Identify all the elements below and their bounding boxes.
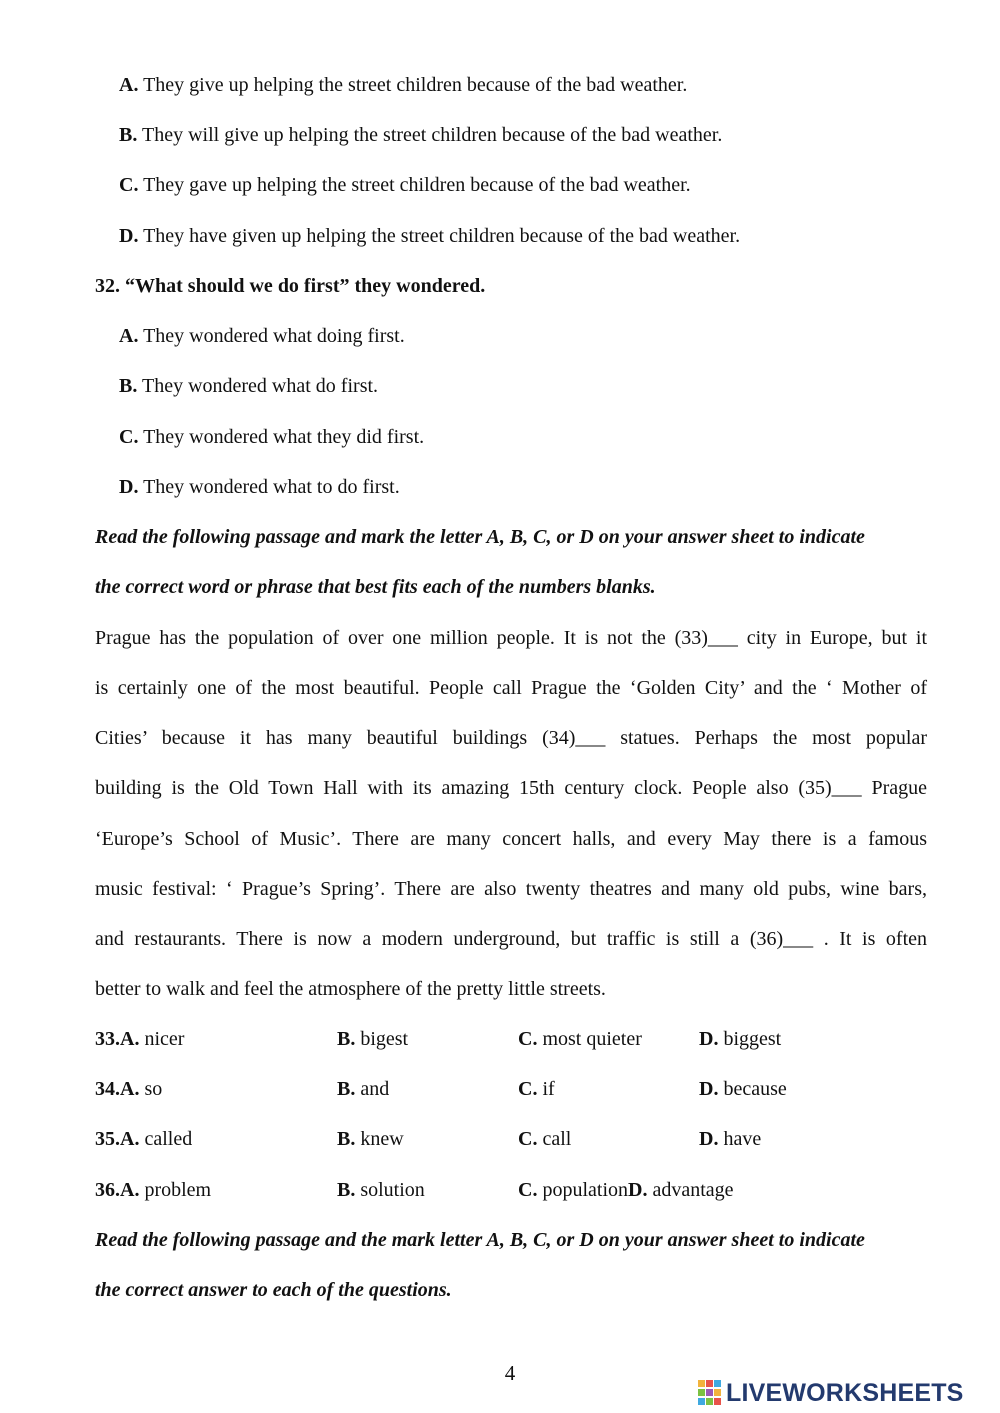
option-text: They have given up helping the street children because of the bad weather. [138, 225, 741, 247]
option-label: B. [337, 1128, 356, 1150]
q31-option-c[interactable] [119, 173, 691, 197]
option-text: so [139, 1078, 163, 1100]
option-label: C. [518, 1028, 538, 1050]
option-text: They gave up helping the street children because of the bad weather. [138, 174, 691, 196]
option-label: C. [518, 1078, 538, 1100]
passage-line: Prague has the population of over one million people. It is not the (33)___ city in Europe, but it [95, 627, 927, 649]
option-label: B. [119, 375, 138, 397]
instruction-line: Read the following passage and the mark letter A, B, C, or D on your answer sheet to indicate [95, 1229, 865, 1251]
option-text: population [537, 1179, 628, 1201]
option-b[interactable] [337, 1077, 389, 1101]
option-text: They give up helping the street children because of the bad weather. [138, 74, 688, 96]
option-text: problem [139, 1179, 212, 1201]
brand-name: LIVEWORKSHEETS [726, 1378, 964, 1407]
liveworksheets-logo-icon [698, 1380, 722, 1406]
passage-line: Cities’ because it has many beautiful buildings (34)___ statues. Perhaps the most popular [95, 727, 927, 749]
option-label: A. [120, 1028, 140, 1050]
option-c[interactable] [518, 1127, 571, 1151]
option-text: advantage [647, 1179, 734, 1201]
option-label: D. [699, 1078, 719, 1100]
option-text: have [718, 1128, 762, 1150]
q31-option-d[interactable] [119, 224, 740, 248]
option-label: D. [119, 476, 139, 498]
option-label: B. [337, 1028, 356, 1050]
option-label: A. [120, 1128, 140, 1150]
option-b[interactable] [337, 1027, 408, 1051]
option-label: C. [518, 1128, 538, 1150]
instruction-line: the correct word or phrase that best fits each of the numbers blanks. [95, 576, 656, 598]
option-label: A. [120, 1179, 140, 1201]
option-text: because [718, 1078, 787, 1100]
option-label: B. [337, 1078, 356, 1100]
option-label: B. [119, 124, 138, 146]
option-text: bigest [355, 1028, 409, 1050]
option-d[interactable] [699, 1077, 787, 1101]
option-text: They wondered what do first. [137, 375, 379, 397]
option-label: A. [120, 1078, 140, 1100]
passage-line: better to walk and feel the atmosphere of the pretty little streets. [95, 978, 606, 1000]
liveworksheets-brand[interactable] [698, 1378, 964, 1408]
option-text: They wondered what doing first. [138, 325, 405, 347]
option-text: if [537, 1078, 555, 1100]
passage-line: ‘Europe’s School of Music’. There are many concert halls, and every May there is a famous [95, 828, 927, 850]
option-text: called [139, 1128, 193, 1150]
option-text: solution [355, 1179, 425, 1201]
question-number: 33. [95, 1028, 120, 1050]
instruction-line: the correct answer to each of the questions. [95, 1279, 452, 1301]
option-a[interactable] [95, 1178, 211, 1202]
option-label: A. [119, 74, 139, 96]
option-c[interactable] [518, 1027, 642, 1051]
option-b[interactable] [337, 1178, 425, 1202]
option-text: They wondered what they did first. [138, 426, 425, 448]
option-d[interactable] [699, 1127, 761, 1151]
question-number: 34. [95, 1078, 120, 1100]
passage-line: music festival: ‘ Prague’s Spring’. There are also twenty theatres and many old pubs, wine bars, [95, 878, 927, 900]
option-label: D. [119, 225, 139, 247]
instruction-line: Read the following passage and mark the letter A, B, C, or D on your answer sheet to indicate [95, 526, 865, 548]
option-a[interactable] [95, 1077, 162, 1101]
option-label: D. [628, 1179, 648, 1201]
option-text: They wondered what to do first. [138, 476, 400, 498]
q32-option-a[interactable] [119, 324, 405, 348]
option-d[interactable] [699, 1027, 781, 1051]
q32-stem: 32. “What should we do first” they wondered. [95, 275, 486, 297]
option-text: They will give up helping the street children because of the bad weather. [137, 124, 723, 146]
passage-line: building is the Old Town Hall with its amazing 15th century clock. People also (35)___ Prague [95, 777, 927, 799]
option-label: D. [699, 1028, 719, 1050]
option-label: B. [337, 1179, 356, 1201]
option-c-d-combined[interactable] [518, 1178, 734, 1202]
option-label: C. [119, 174, 139, 196]
option-label: C. [518, 1179, 538, 1201]
q31-option-a[interactable] [119, 73, 687, 97]
option-text: call [537, 1128, 572, 1150]
option-text: nicer [139, 1028, 185, 1050]
option-label: C. [119, 426, 139, 448]
option-text: knew [355, 1128, 404, 1150]
option-a[interactable] [95, 1127, 192, 1151]
option-c[interactable] [518, 1077, 555, 1101]
option-text: most quieter [537, 1028, 642, 1050]
q32-option-b[interactable] [119, 374, 378, 398]
q31-option-b[interactable] [119, 123, 722, 147]
option-text: and [355, 1078, 390, 1100]
option-a[interactable] [95, 1027, 184, 1051]
q32-option-d[interactable] [119, 475, 400, 499]
option-label: D. [699, 1128, 719, 1150]
question-number: 36. [95, 1179, 120, 1201]
question-number: 35. [95, 1128, 120, 1150]
page-number: 4 [504, 1361, 516, 1385]
passage-line: and restaurants. There is now a modern underground, but traffic is still a (36)___ . It is often [95, 928, 927, 950]
q32-option-c[interactable] [119, 425, 424, 449]
option-text: biggest [718, 1028, 782, 1050]
option-label: A. [119, 325, 139, 347]
option-b[interactable] [337, 1127, 404, 1151]
passage-line: is certainly one of the most beautiful. People call Prague the ‘Golden City’ and the ‘ Mother of [95, 677, 927, 699]
